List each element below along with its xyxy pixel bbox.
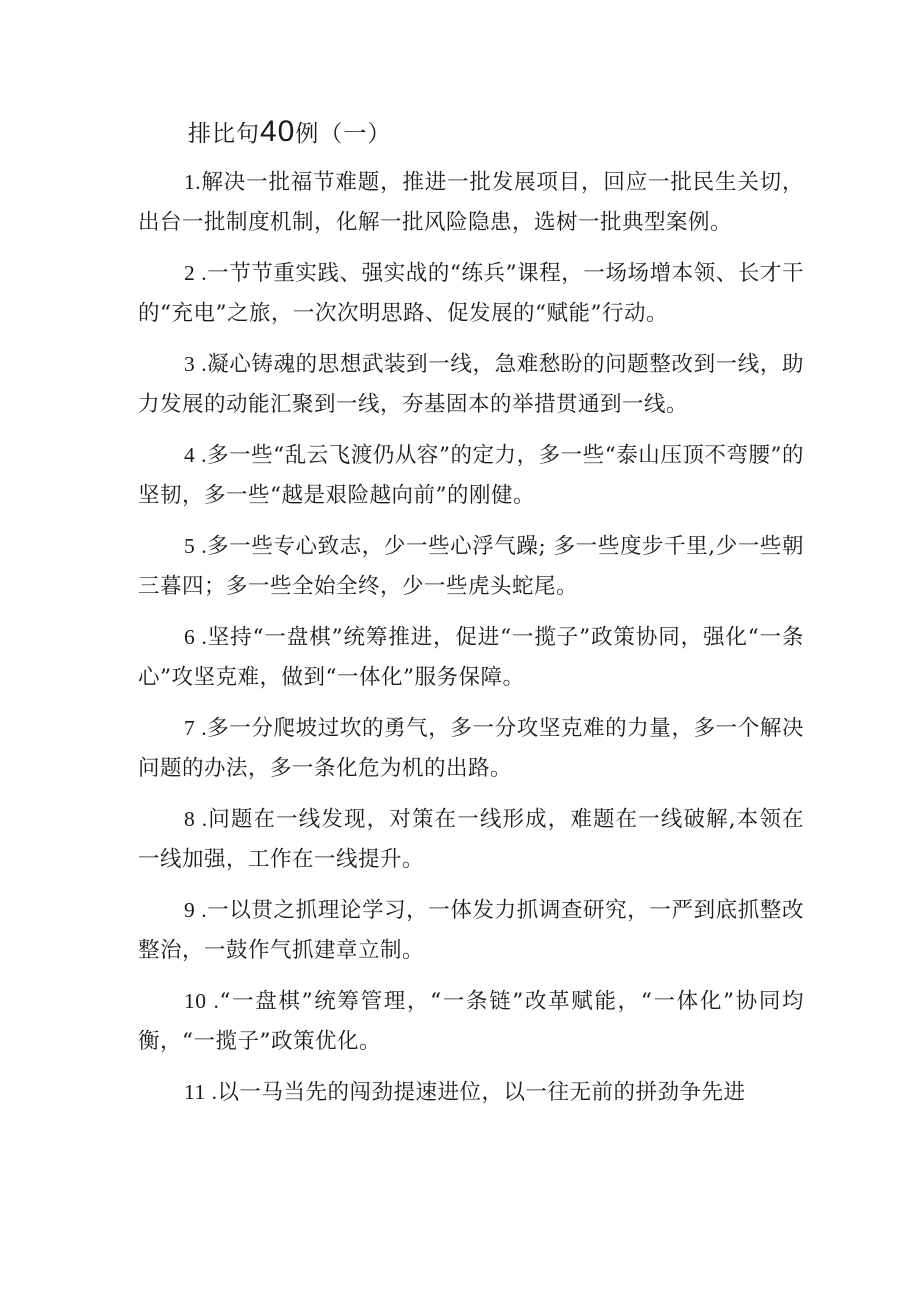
item-index: 1. (184, 170, 202, 194)
list-item (138, 799, 804, 880)
item-text: “一盘棋”统筹管理，“一条链”改革赋能，“一体化”协同均衡，“一揽子”政策优化。 (138, 989, 804, 1054)
item-text: 一以贯之抓理论学习，一体发力抓调查研究，一严到底抓整改整治，一鼓作气抓建章立制。 (138, 898, 804, 963)
item-text: 解决一批福节难题，推进一批发展项目，回应一批民生关切，出台一批制度机制，化解一批风险隐患，选树一批典型案例。 (138, 170, 804, 235)
item-text: 多一些专心致志，少一些心浮气躁; 多一些度步千里,少一些朝三暮四；多一些全始全终，少一些虎头蛇尾。 (138, 534, 804, 599)
item-text: 多一分爬坡过坎的勇气，多一分攻坚克难的力量，多一个解决问题的办法，多一条化危为机的出路。 (138, 716, 804, 781)
list-item (138, 526, 804, 607)
list-item (138, 1072, 804, 1113)
title-number: 40 (260, 115, 296, 148)
item-index: 8 . (184, 807, 208, 831)
list-item (138, 253, 804, 334)
item-index: 11 . (184, 1080, 218, 1104)
item-text: 一节节重实践、强实战的“练兵”课程，一场场增本领、长才干的“充电”之旅，一次次明思路、促发展的“赋能”行动。 (138, 261, 804, 326)
list-item (138, 708, 804, 789)
item-index: 7 . (184, 716, 208, 740)
item-index: 3 . (184, 352, 208, 376)
list-item (138, 344, 804, 425)
list-item (138, 890, 804, 971)
sentence-list (138, 162, 804, 1123)
item-index: 4 . (184, 443, 208, 467)
item-text: 坚持“一盘棋”统筹推进，促进“一揽子”政策协同，强化“一条心”攻坚克难，做到“一体化”服务保障。 (138, 625, 804, 690)
item-index: 5 . (184, 534, 208, 558)
list-item (138, 435, 804, 516)
title-suffix: 例（一） (295, 121, 392, 147)
item-text: 以一马当先的闯劲提速进位，以一往无前的拼劲争先进 (217, 1080, 746, 1105)
item-index: 2 . (184, 261, 208, 285)
item-index: 10 . (184, 989, 220, 1013)
list-item (138, 981, 804, 1062)
item-text: 问题在一线发现，对策在一线形成，难题在一线破解,本领在一线加强，工作在一线提升。 (138, 807, 805, 872)
item-index: 6 . (184, 625, 208, 649)
list-item (138, 162, 804, 243)
item-text: 凝心铸魂的思想武装到一线，急难愁盼的问题整改到一线，助力发展的动能汇聚到一线，夯基固本的举措贯通到一线。 (138, 352, 804, 417)
document-title (188, 112, 391, 154)
list-item (138, 617, 804, 698)
title-prefix: 排比句 (188, 121, 260, 147)
item-index: 9 . (184, 898, 208, 922)
item-text: 多一些“乱云飞渡仍从容”的定力，多一些“泰山压顶不弯腰”的坚韧，多一些“越是艰险越向前”的刚健。 (138, 443, 805, 508)
